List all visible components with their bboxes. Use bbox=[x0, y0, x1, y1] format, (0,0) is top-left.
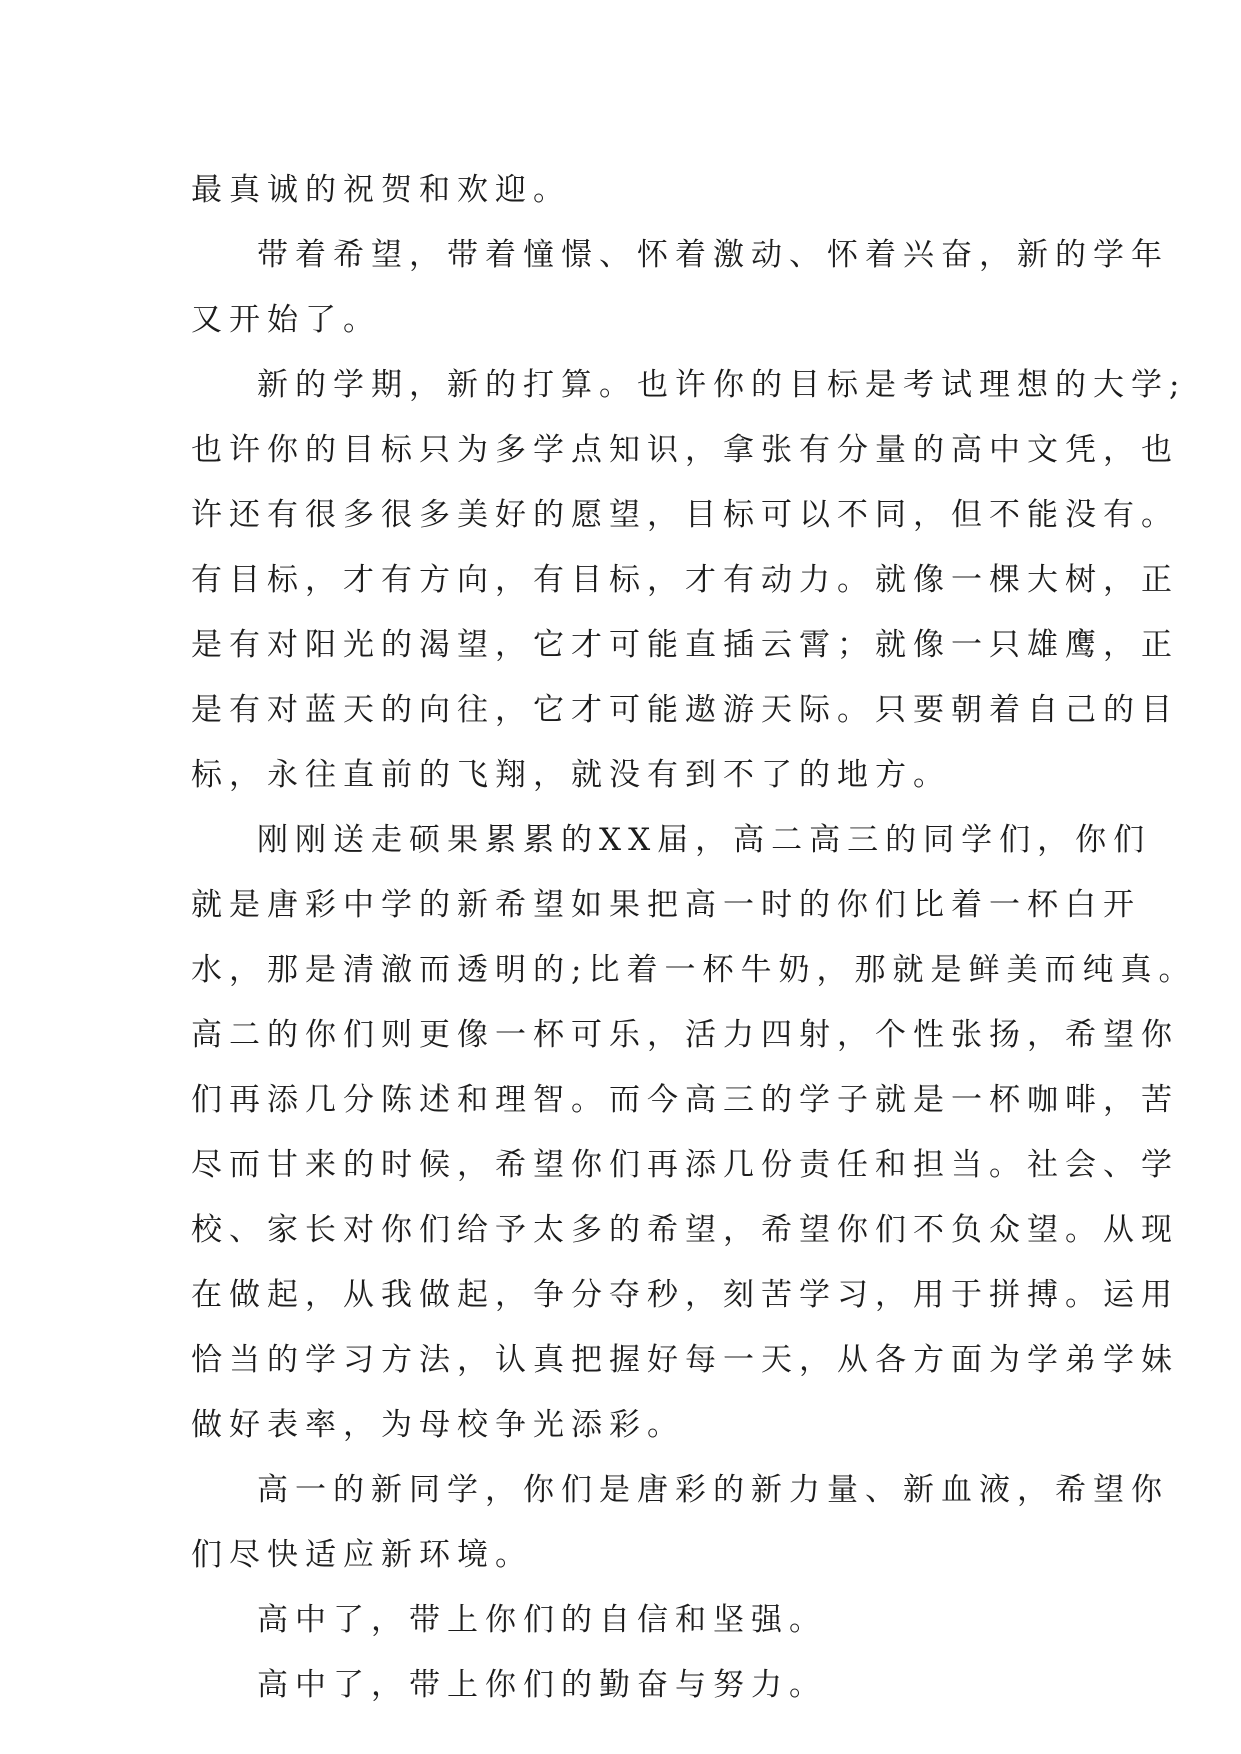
text-line: 是有对阳光的渴望，它才可能直插云霄；就像一只雄鹰，正 bbox=[191, 627, 1179, 663]
text-line: 是有对蓝天的向往，它才可能遨游天际。只要朝着自己的目 bbox=[191, 692, 1179, 728]
text-line: 就是唐彩中学的新希望如果把高一时的你们比着一杯白开 bbox=[191, 887, 1141, 923]
text-line: 高中了，带上你们的勤奋与努力。 bbox=[257, 1667, 827, 1703]
text-line: 带着希望，带着憧憬、怀着激动、怀着兴奋，新的学年 bbox=[257, 237, 1169, 273]
text-line: 又开始了。 bbox=[191, 302, 381, 338]
text-line: 做好表率，为母校争光添彩。 bbox=[191, 1407, 685, 1443]
text-line: 们尽快适应新环境。 bbox=[191, 1537, 533, 1573]
text-line: 尽而甘来的时候，希望你们再添几份责任和担当。社会、学 bbox=[191, 1147, 1179, 1183]
text-line: 刚刚送走硕果累累的XX届，高二高三的同学们，你们 bbox=[257, 822, 1152, 858]
text-line: 高二的你们则更像一杯可乐，活力四射，个性张扬，希望你 bbox=[191, 1017, 1179, 1053]
text-line: 新的学期，新的打算。也许你的目标是考试理想的大学; bbox=[257, 367, 1187, 403]
text-line: 有目标，才有方向，有目标，才有动力。就像一棵大树，正 bbox=[191, 562, 1179, 598]
text-line: 也许你的目标只为多学点知识，拿张有分量的高中文凭，也 bbox=[191, 432, 1179, 468]
text-line: 校、家长对你们给予太多的希望，希望你们不负众望。从现 bbox=[191, 1212, 1179, 1248]
text-line: 在做起，从我做起，争分夺秒，刻苦学习，用于拼搏。运用 bbox=[191, 1277, 1179, 1313]
document-body bbox=[191, 158, 1197, 1718]
text-line: 恰当的学习方法，认真把握好每一天，从各方面为学弟学妹 bbox=[191, 1342, 1179, 1378]
text-line: 们再添几分陈述和理智。而今高三的学子就是一杯咖啡，苦 bbox=[191, 1082, 1179, 1118]
text-line: 许还有很多很多美好的愿望，目标可以不同，但不能没有。 bbox=[191, 497, 1179, 533]
text-line: 高一的新同学，你们是唐彩的新力量、新血液，希望你 bbox=[257, 1472, 1169, 1508]
text-line: 水，那是清澈而透明的;比着一杯牛奶，那就是鲜美而纯真。 bbox=[191, 952, 1197, 988]
text-line: 高中了，带上你们的自信和坚强。 bbox=[257, 1602, 827, 1638]
text-line: 最真诚的祝贺和欢迎。 bbox=[191, 172, 571, 208]
text-line: 标，永往直前的飞翔，就没有到不了的地方。 bbox=[191, 757, 951, 793]
